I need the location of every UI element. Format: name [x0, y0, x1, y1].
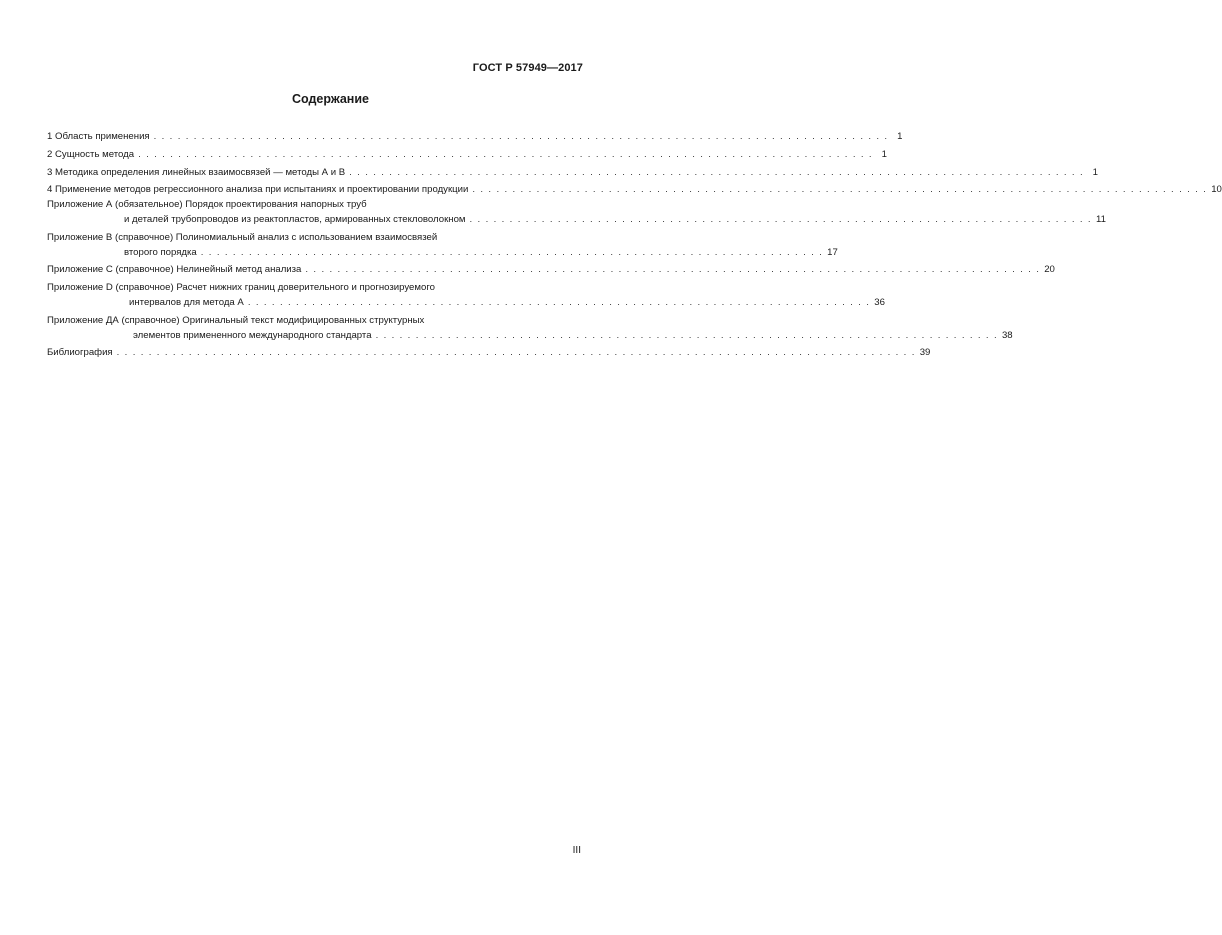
toc-appendix-entry[interactable] [47, 231, 838, 261]
toc-entry-page: 1 [1092, 166, 1098, 178]
toc-entry-page: 1 [897, 131, 903, 142]
toc-entry-page: 10 [1211, 184, 1222, 196]
toc-entry-page: 38 [1001, 329, 1013, 341]
toc-dot-leader: . . . . . . . . . . . . . . . . . . . . . . . . . . . . . . . . . . . . . . . . . . . . . . . . . . . . . . . . . . . . . . . . . . . . . . . . . . . . . . [200, 246, 824, 258]
toc-entry[interactable] [47, 166, 1098, 181]
toc-dot-leader: . . . . . . . . . . . . . . . . . . . . . . . . . . . . . . . . . . . . . . . . . . . . . . . . . . . . . . . . . . . . . . . . . . . . . . . . . . . . . . . . . . . . . . . . . . . . [138, 148, 873, 160]
toc-entry[interactable] [47, 130, 903, 145]
toc-entry[interactable] [47, 183, 1222, 198]
toc-entry-page: 20 [1044, 264, 1055, 276]
toc-dot-leader: . . . . . . . . . . . . . . . . . . . . . . . . . . . . . . . . . . . . . . . . . . . . . . . . . . . . . . . . . . . . . . . . . . . . . . . . . . . . . . . . . . . . . . . . . . . . [472, 184, 1208, 196]
toc-entry-page: 1 [881, 148, 887, 160]
toc-dot-leader: . . . . . . . . . . . . . . . . . . . . . . . . . . . . . . . . . . . . . . . . . . . . . . . . . . . . . . . . . . . . . . . . . . . . . . . . . . . . . . [375, 329, 998, 341]
toc-bibliography-entry[interactable] [47, 346, 931, 361]
toc-dot-leader: . . . . . . . . . . . . . . . . . . . . . . . . . . . . . . . . . . . . . . . . . . . . . . . . . . . . . . . . . . . . . . . . . . . . . . . . . . . . . . . . . . . . . . . . . . . . [153, 131, 889, 142]
toc-entry-page: 36 [874, 296, 885, 308]
toc-entry-text: 1 Область применения [47, 131, 150, 142]
toc-appendix-heading: Приложение А (обязательное) Порядок проектирования напорных труб [47, 199, 367, 211]
toc-entry-page: 17 [827, 246, 838, 258]
toc-appendix-continuation: интервалов для метода А [129, 296, 244, 308]
toc-entry-text: 2 Сущность метода [47, 148, 135, 160]
toc-appendix-heading: Приложение В (справочное) Полиномиальный анализ с использованием взаимосвязей [47, 231, 438, 243]
toc-entry-text: 3 Методика определения линейных взаимосвязей — методы А и В [47, 166, 346, 178]
table-of-contents [47, 130, 1222, 361]
toc-appendix-entry[interactable] [47, 281, 885, 311]
toc-entry[interactable] [47, 148, 887, 163]
toc-dot-leader: . . . . . . . . . . . . . . . . . . . . . . . . . . . . . . . . . . . . . . . . . . . . . . . . . . . . . . . . . . . . . . . . . . . . . . . . . . . . . . [247, 296, 871, 308]
toc-title: Содержание [291, 92, 369, 106]
toc-appendix-entry[interactable] [47, 314, 1013, 344]
toc-dot-leader: . . . . . . . . . . . . . . . . . . . . . . . . . . . . . . . . . . . . . . . . . . . . . . . . . . . . . . . . . . . . . . . . . . . . . . . . . . . . . . . . . . . . . . . . . . . . [305, 264, 1041, 276]
toc-appendix-continuation: и деталей трубопроводов из реактопластов, армированных стекловолокном [124, 213, 466, 225]
toc-entry-text: 4 Применение методов регрессионного анализа при испытаниях и проектировании продукции [47, 184, 469, 196]
toc-dot-leader: . . . . . . . . . . . . . . . . . . . . . . . . . . . . . . . . . . . . . . . . . . . . . . . . . . . . . . . . . . . . . . . . . . . . . . . . . . . . . . . . . . . . . . . . . . . . . . . . . . . . [116, 347, 916, 359]
toc-entry-page: 39 [919, 347, 931, 359]
toc-entry-text: Библиография [47, 347, 113, 359]
toc-appendix-continuation: второго порядка [124, 246, 197, 258]
toc-appendix-continuation: элементов примененного международного стандарта [133, 329, 372, 341]
toc-appendix-heading: Приложение D (справочное) Расчет нижних границ доверительного и прогнозируемого [47, 282, 435, 294]
toc-dot-leader: . . . . . . . . . . . . . . . . . . . . . . . . . . . . . . . . . . . . . . . . . . . . . . . . . . . . . . . . . . . . . . . . . . . . . . . . . . . . . . . . . . . . . . . . . . . . [349, 166, 1084, 178]
toc-entry-text: Приложение С (справочное) Нелинейный метод анализа [47, 264, 302, 276]
document-code: ГОСТ Р 57949—2017 [472, 62, 583, 74]
toc-appendix-entry[interactable] [47, 263, 1055, 278]
toc-entry-page: 11 [1095, 213, 1106, 225]
toc-appendix-entry[interactable] [47, 198, 1106, 228]
page-number: III [572, 845, 581, 856]
toc-dot-leader: . . . . . . . . . . . . . . . . . . . . . . . . . . . . . . . . . . . . . . . . . . . . . . . . . . . . . . . . . . . . . . . . . . . . . . . . . . . . . . [469, 213, 1092, 225]
toc-appendix-heading: Приложение ДА (справочное) Оригинальный текст модифицированных структурных [47, 314, 425, 326]
